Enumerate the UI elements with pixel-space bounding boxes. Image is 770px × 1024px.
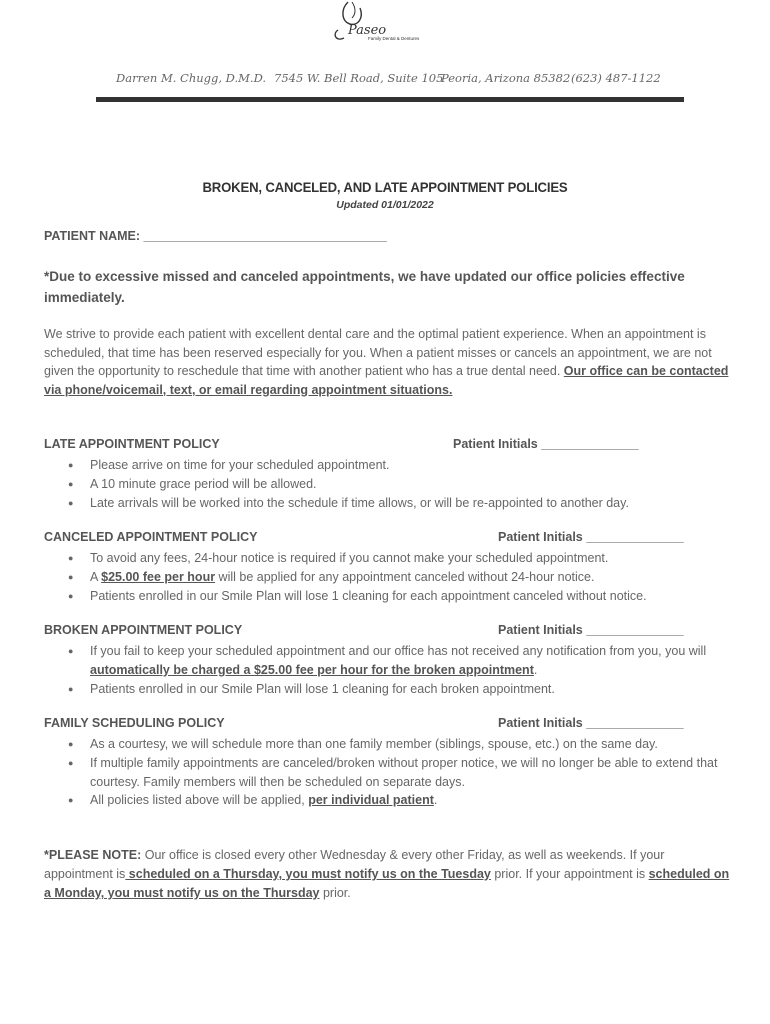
letterhead-divider <box>96 97 684 102</box>
logo-tagline: Family Dental & Dentures <box>368 36 420 41</box>
list-item: ● Late arrivals will be worked into the schedule if time allows, or will be re-appointed to another day. <box>44 494 734 513</box>
please-note-paragraph <box>44 846 734 903</box>
list-item <box>44 568 734 587</box>
family-initials-field: Patient Initials ______________ <box>498 716 684 730</box>
late-initials-field: Patient Initials ______________ <box>453 437 639 451</box>
family-policy-heading: FAMILY SCHEDULING POLICY <box>44 716 225 730</box>
note-text-mid: prior. If your appointment is <box>490 867 649 881</box>
list-item: ● To avoid any fees, 24-hour notice is required if you cannot make your scheduled appointment. <box>44 549 734 568</box>
family-text-end: . <box>433 793 438 808</box>
list-item: ● As a courtesy, we will schedule more than one family member (siblings, spouse, etc.) on the same day. <box>44 735 734 754</box>
family-text: All policies listed above will be applied, <box>90 793 309 808</box>
note-text: Our office is closed every other Wednesday & every other Friday, as well as weekends. If your appointment is <box>44 848 665 881</box>
patient-name-field: PATIENT NAME: ___________________________________ <box>44 229 387 243</box>
policy-notice: *Due to excessive missed and canceled appointments, we have updated our office policies effective immediately. <box>44 269 685 305</box>
late-policy-heading: LATE APPOINTMENT POLICY <box>44 437 220 451</box>
fee-emphasis: $25.00 fee per hour <box>101 569 216 584</box>
canceled-policy-heading: CANCELED APPOINTMENT POLICY <box>44 530 258 544</box>
letterhead <box>0 71 770 91</box>
intro-text: We strive to provide each patient with excellent dental care and the optimal patient experience. When an appointment is scheduled, that time has been reserved especially for you. When a patient misses or cancels an appointment, we are not given the opportunity to reschedule that time with another patient who has a true dental need. <box>44 327 712 378</box>
document-title: BROKEN, CANCELED, AND LATE APPOINTMENT POLICIES <box>202 179 568 195</box>
practice-logo <box>330 0 430 44</box>
broken-initials-field: Patient Initials ______________ <box>498 623 684 637</box>
office-city: Peoria, Arizona 85382 <box>441 71 571 85</box>
list-item: ● If multiple family appointments are canceled/broken without proper notice, we will no longer be able to extend that courtesy. Family members will then be scheduled on separate days. <box>44 754 734 792</box>
list-item: ● A 10 minute grace period will be allowed. <box>44 475 734 494</box>
updated-date: Updated 01/01/2022 <box>336 199 434 211</box>
note-label: *PLEASE NOTE: <box>44 848 142 862</box>
fee-text-end: will be applied for any appointment canceled without 24-hour notice. <box>215 569 595 584</box>
broken-fee-emphasis: automatically be charged a $25.00 fee per hour for the broken appointment <box>90 662 534 677</box>
per-patient-emphasis: per individual patient <box>308 793 434 808</box>
logo-wordmark: Paseo <box>348 23 387 38</box>
doctor-name: Darren M. Chugg, D.M.D. <box>116 71 267 85</box>
broken-policy-section <box>44 623 734 698</box>
logo-emblem-icon <box>330 0 430 44</box>
contact-emphasis: Our office can be contacted via phone/voicemail, text, or email regarding appointment situations. <box>44 364 729 397</box>
canceled-policy-section <box>44 530 734 605</box>
list-item: ● Patients enrolled in our Smile Plan will lose 1 cleaning for each broken appointment. <box>44 680 734 699</box>
broken-policy-heading: BROKEN APPOINTMENT POLICY <box>44 623 243 637</box>
family-policy-section <box>44 716 734 810</box>
list-item: ● Please arrive on time for your scheduled appointment. <box>44 456 734 475</box>
canceled-initials-field: Patient Initials ______________ <box>498 530 684 544</box>
intro-paragraph <box>44 325 734 399</box>
note-text-end: prior. <box>319 886 351 900</box>
broken-text: If you fail to keep your scheduled appointment and our office has not received any notification from you, you will <box>90 644 707 658</box>
late-policy-section <box>44 437 734 512</box>
list-item <box>44 642 734 680</box>
fee-text: A <box>90 569 102 584</box>
office-address: 7545 W. Bell Road, Suite 105 <box>274 71 444 85</box>
broken-text-end: . <box>533 662 538 677</box>
thursday-emphasis: scheduled on a Thursday, you must notify us on the Tuesday <box>125 867 491 881</box>
list-item: ● Patients enrolled in our Smile Plan will lose 1 cleaning for each appointment canceled without notice. <box>44 587 734 606</box>
list-item <box>44 791 734 810</box>
office-phone: (623) 487-1122 <box>571 71 661 85</box>
monday-emphasis: scheduled on a Monday, you must notify us on the Thursday <box>44 867 730 900</box>
